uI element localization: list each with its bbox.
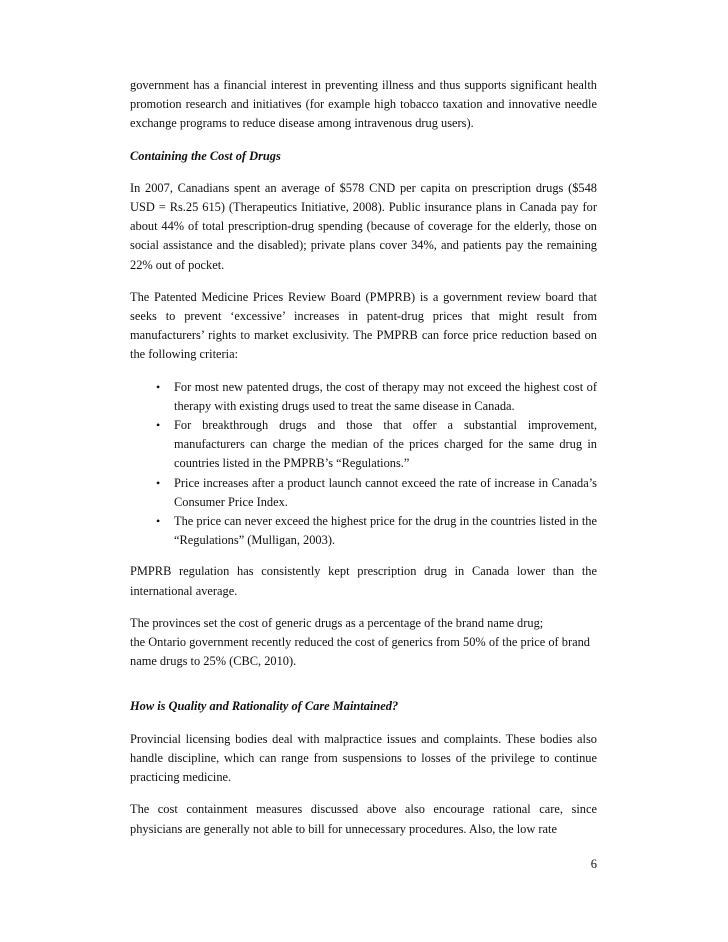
bullet-icon: • xyxy=(156,418,161,433)
paragraph-pmprb: The Patented Medicine Prices Review Board (PMPRB) is a government review board that seeks to prevent ‘excessive’ increases in patent-drug prices that might result from manufacturers’ rights to market exclusivity. The PMPRB can force price reduction based on the following criteria: xyxy=(130,289,597,362)
criteria-text: The price can never exceed the highest price for the drug in the countries listed in the “Regulations” (Mulligan, 2003). xyxy=(174,514,597,548)
criteria-list xyxy=(130,378,597,551)
list-item xyxy=(130,378,597,416)
page-number: 6 xyxy=(590,857,597,871)
list-item xyxy=(130,474,597,512)
section-heading-containing-cost: Containing the Cost of Drugs xyxy=(130,148,281,163)
criteria-text: Price increases after a product launch cannot exceed the rate of increase in Canada’s Consumer Price Index. xyxy=(174,475,597,509)
criteria-text: For breakthrough drugs and those that offer a substantial improvement, manufacturers can charge the median of the prices charged for the same drug in countries listed in the PMPRB’s “Regulations.” xyxy=(174,418,597,471)
section-heading-quality-of-care: How is Quality and Rationality of Care Maintained? xyxy=(130,699,399,714)
criteria-text: For most new patented drugs, the cost of therapy may not exceed the highest cost of therapy with existing drugs used to treat the same disease in Canada. xyxy=(174,379,597,413)
paragraph-intro: government has a financial interest in preventing illness and thus supports significant health promotion research and initiatives (for example high tobacco taxation and innovative needle exchange programs to reduce disease among intravenous drug users). xyxy=(130,78,597,131)
generic-drugs-line-2: the Ontario government recently reduced the cost of generics from 50% of the price of brand name drugs to 25% (CBC, 2010). xyxy=(130,635,590,669)
list-item xyxy=(130,512,597,550)
bullet-icon: • xyxy=(156,514,161,529)
paragraph-cost-containment: The cost containment measures discussed above also encourage rational care, since physicians are generally not able to bill for unnecessary procedures. Also, the low rate xyxy=(130,802,597,836)
bullet-icon: • xyxy=(156,379,161,394)
document-page xyxy=(130,76,597,852)
generic-drugs-line-1: The provinces set the cost of generic drugs as a percentage of the brand name drug; xyxy=(130,615,544,630)
paragraph-drug-spending-2007: In 2007, Canadians spent an average of $578 CND per capita on prescription drugs ($548 USD = Rs.25 615) (Therapeutics Initiative, 2008). Public insurance plans in Canada pay for about 44% of total prescription-drug spending (because of coverage for the elderly, those on social assistance and the disabled); private plans cover 34%, and patients pay the remaining 22% out of pocket. xyxy=(130,180,597,272)
paragraph-pmprb-regulation: PMPRB regulation has consistently kept prescription drug in Canada lower than the international average. xyxy=(130,564,597,598)
list-item xyxy=(130,416,597,474)
bullet-icon: • xyxy=(156,475,161,490)
paragraph-licensing-bodies: Provincial licensing bodies deal with malpractice issues and complaints. These bodies also handle discipline, which can range from suspensions to losses of the privilege to continue practicing medicine. xyxy=(130,731,597,785)
paragraph-generic-drugs xyxy=(130,614,597,672)
